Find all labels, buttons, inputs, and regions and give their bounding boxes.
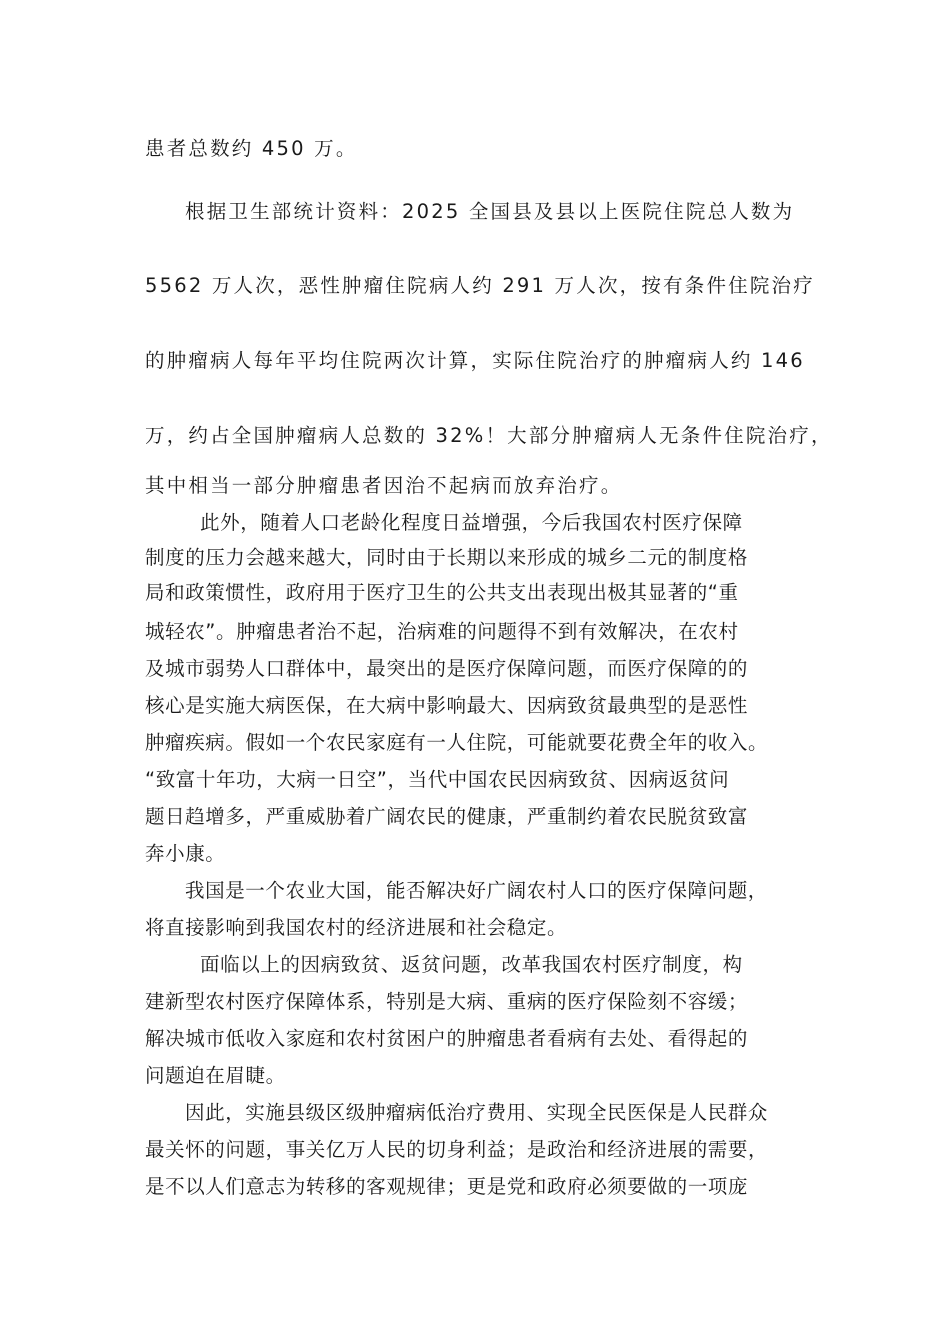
- text-line: 制度的压力会越来越大，同时由于长期以来形成的城乡二元的制度格: [145, 546, 749, 569]
- text-line: 最关怀的问题，事关亿万人民的切身利益；是政治和经济进展的需要，: [145, 1138, 769, 1161]
- text-line: 城轻农”。肿瘤患者治不起，治病难的问题得不到有效解决，在农村: [145, 620, 739, 643]
- text-line: 面临以上的因病致贫、返贫问题，改革我国农村医疗制度，构: [200, 953, 743, 976]
- text-line: 肿瘤疾病。假如一个农民家庭有一人住院，可能就要花费全年的收入。: [145, 731, 769, 754]
- text-line: 奔小康。: [145, 842, 226, 865]
- text-line: “致富十年功，大病一日空”，当代中国农民因病致贫、因病返贫问: [145, 768, 730, 791]
- text-line: 其中相当一部分肿瘤患者因治不起病而放弃治疗。: [145, 474, 623, 497]
- text-line: 的肿瘤病人每年平均住院两次计算，实际住院治疗的肿瘤病人约 146: [145, 349, 805, 372]
- text-line: 是不以人们意志为转移的客观规律；更是党和政府必须要做的一项庞: [145, 1175, 749, 1198]
- text-line: 核心是实施大病医保，在大病中影响最大、因病致贫最典型的是恶性: [145, 694, 749, 717]
- text-line: 万，约占全国肿瘤病人总数的 32%！大部分肿瘤病人无条件住院治疗，: [145, 424, 833, 447]
- text-line: 此外，随着人口老龄化程度日益增强，今后我国农村医疗保障: [200, 511, 743, 534]
- text-line: 问题迫在眉睫。: [145, 1064, 286, 1087]
- text-line: 将直接影响到我国农村的经济进展和社会稳定。: [145, 916, 568, 939]
- text-line: 因此，实施县级区级肿瘤病低治疗费用、实现全民医保是人民群众: [185, 1101, 768, 1124]
- text-line: 局和政策惯性，政府用于医疗卫生的公共支出表现出极其显著的“重: [145, 581, 739, 604]
- text-line: 建新型农村医疗保障体系，特别是大病、重病的医疗保险刻不容缓；: [145, 990, 749, 1013]
- text-line: 题日趋增多，严重威胁着广阔农民的健康，严重制约着农民脱贫致富: [145, 805, 749, 828]
- text-line: 患者总数约 450 万。: [145, 137, 358, 160]
- text-line: 根据卫生部统计资料：2025 全国县及县以上医院住院总人数为: [185, 200, 795, 223]
- text-line: 及城市弱势人口群体中，最突出的是医疗保障问题，而医疗保障的的: [145, 657, 749, 680]
- text-line: 5562 万人次，恶性肿瘤住院病人约 291 万人次，按有条件住院治疗: [145, 274, 815, 297]
- text-line: 解决城市低收入家庭和农村贫困户的肿瘤患者看病有去处、看得起的: [145, 1027, 749, 1050]
- text-line: 我国是一个农业大国，能否解决好广阔农村人口的医疗保障问题，: [185, 879, 768, 902]
